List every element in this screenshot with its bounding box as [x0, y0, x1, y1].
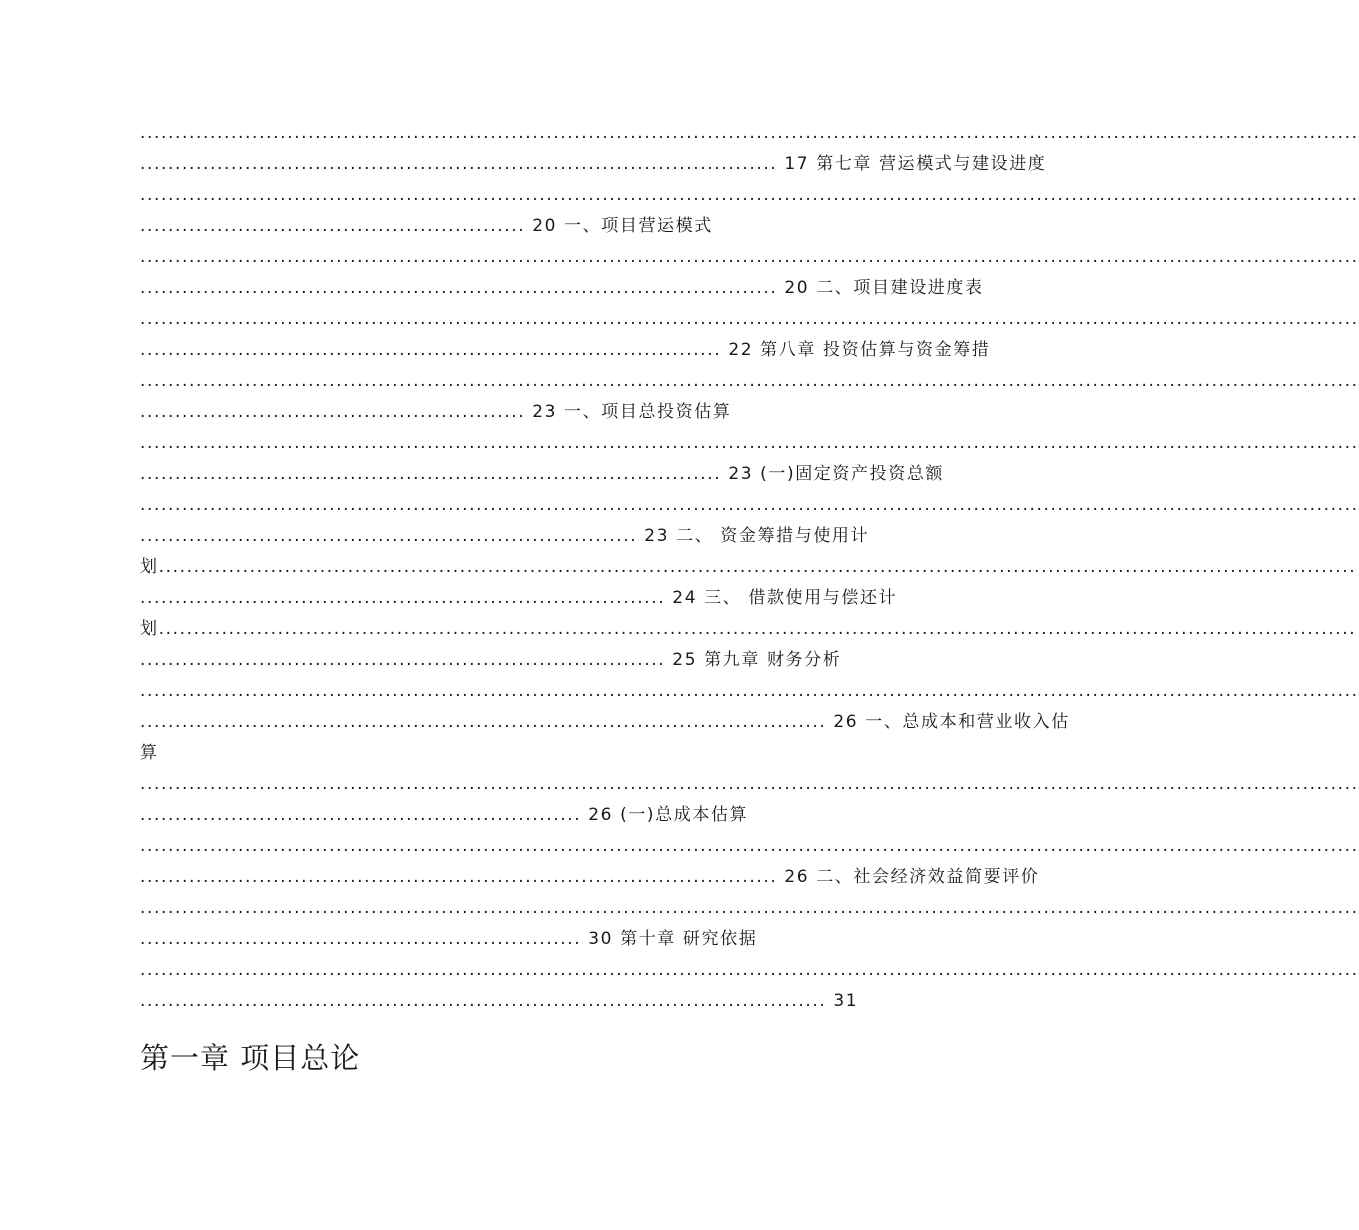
toc-dot-leader: ..............................................................................................................................................................................	[140, 495, 1359, 515]
toc-dot-leader: ..............................................................................................................................................................................	[140, 371, 1359, 391]
table-of-contents	[140, 118, 1359, 1017]
toc-entry-funding[interactable]: ....................................................................... 23 二、 资金筹措与使用计	[140, 526, 870, 546]
toc-entry-ch9[interactable]: ........................................................................... 25 第九章 财务分析	[140, 650, 842, 670]
toc-entry-schedule[interactable]: ........................................................................................... 20 二、项目建设进度表	[140, 278, 984, 298]
toc-entry-total-investment[interactable]: ....................................................... 23 一、项目总投资估算	[140, 402, 732, 422]
toc-entry-operation-mode[interactable]: ....................................................... 20 一、项目营运模式	[140, 216, 713, 236]
toc-dot-leader: ..............................................................................................................................................................................	[140, 681, 1359, 701]
toc-dot-leader: ..............................................................................................................................................................................	[140, 960, 1359, 980]
toc-dot-leader: ..............................................................................................................................................................................	[140, 836, 1359, 856]
toc-entry-ch7[interactable]: ........................................................................................... 17 第七章 营运模式与建设进度	[140, 154, 1047, 174]
toc-dot-leader: ..............................................................................................................................................................................	[140, 247, 1359, 267]
toc-entry-loan-wrap[interactable]: 划...........................................................................................................................................................................	[140, 619, 1357, 639]
toc-dot-leader: ..............................................................................................................................................................................	[140, 123, 1359, 143]
toc-entry-total-cost[interactable]: ............................................................... 26 (一)总成本估算	[140, 805, 749, 825]
toc-entry-funding-wrap[interactable]: 划...........................................................................................................................................................................	[140, 557, 1357, 577]
toc-entry-cost-revenue-wrap[interactable]: 算	[140, 743, 159, 763]
toc-entry-ch8[interactable]: ................................................................................... 22 第八章 投资估算与资金筹措	[140, 340, 991, 360]
toc-entry-final-page[interactable]: .................................................................................................. 31	[140, 991, 859, 1011]
toc-entry-cost-revenue[interactable]: .................................................................................................. 26 一、总成本和营业收入估	[140, 712, 1070, 732]
toc-entry-social-benefit[interactable]: ........................................................................................... 26 二、社会经济效益简要评价	[140, 867, 1040, 887]
toc-dot-leader: ..............................................................................................................................................................................	[140, 774, 1359, 794]
toc-dot-leader: ..............................................................................................................................................................................	[140, 309, 1359, 329]
toc-dot-leader: ..............................................................................................................................................................................	[140, 185, 1359, 205]
toc-entry-ch10[interactable]: ............................................................... 30 第十章 研究依据	[140, 929, 758, 949]
toc-entry-fixed-assets[interactable]: ................................................................................... 23 (一)固定资产投资总额	[140, 464, 945, 484]
toc-dot-leader: ..............................................................................................................................................................................	[140, 433, 1359, 453]
toc-dot-leader: ..............................................................................................................................................................................	[140, 898, 1359, 918]
chapter-heading: 第一章 项目总论	[140, 1041, 361, 1075]
toc-entry-loan[interactable]: ........................................................................... 24 三、 借款使用与偿还计	[140, 588, 898, 608]
